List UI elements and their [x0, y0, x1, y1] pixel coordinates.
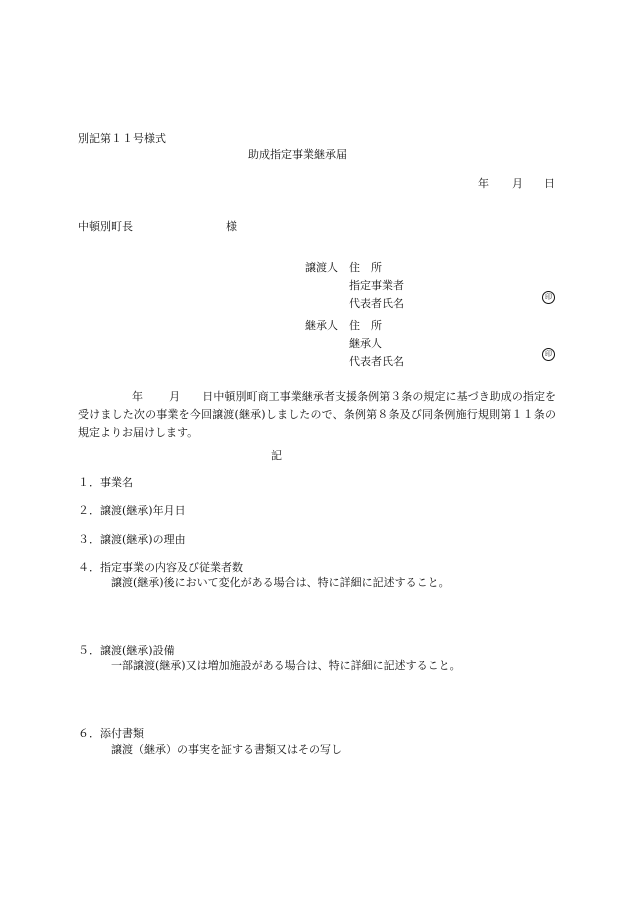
item-label: 事業名 — [100, 476, 133, 489]
transferor-rep-label: 代表者氏名 — [349, 297, 404, 310]
successor-entity-label: 継承人 — [349, 337, 382, 350]
successor-address-label: 住 所 — [349, 319, 382, 332]
date-month: 月 — [512, 177, 523, 190]
item-label: 指定事業の内容及び従業者数 — [100, 561, 243, 574]
successor-role: 継承人 — [305, 319, 338, 332]
item-label: 譲渡(継承)設備 — [100, 644, 175, 657]
addressee-name: 中頓別町長 — [78, 220, 133, 233]
body-month: 月 — [169, 390, 181, 403]
date-day: 日 — [544, 177, 555, 190]
ki-heading: 記 — [271, 449, 282, 462]
item-number: ４． — [78, 561, 100, 574]
item-label: 譲渡(継承)の理由 — [100, 533, 186, 546]
successor-seal-icon: 印 — [542, 348, 555, 361]
item-note-5: 一部譲渡(継承)又は増加施設がある場合は、特に詳細に記述すること。 — [111, 659, 461, 672]
item-number: ２． — [78, 504, 100, 517]
list-item-5 — [78, 645, 175, 656]
transferor-block — [305, 262, 404, 309]
item-note-4: 譲渡(継承)後において変化がある場合は、特に詳細に記述すること。 — [111, 576, 450, 589]
date-year: 年 — [478, 177, 489, 190]
successor-rep-label: 代表者氏名 — [349, 355, 404, 368]
item-note-6: 譲渡（継承）の事実を証する書類又はその写し — [111, 743, 342, 756]
form-number: 別記第１１号様式 — [78, 132, 166, 145]
item-number: １． — [78, 476, 100, 489]
successor-block — [305, 320, 404, 367]
item-number: ５． — [78, 644, 100, 657]
transferor-role: 譲渡人 — [305, 261, 338, 274]
item-number: ３． — [78, 533, 100, 546]
body-paragraph — [78, 388, 556, 442]
transferor-entity-label: 指定事業者 — [349, 279, 404, 292]
transferor-seal-icon: 印 — [542, 291, 555, 304]
list-item-4 — [78, 562, 243, 573]
transferor-address-label: 住 所 — [349, 261, 382, 274]
body-year: 年 — [132, 390, 144, 403]
addressee-honorific: 様 — [226, 220, 237, 233]
item-label: 譲渡(継承)年月日 — [100, 504, 186, 517]
list-item-2 — [78, 505, 186, 516]
item-number: ６． — [78, 727, 100, 740]
document-title: 助成指定事業継承届 — [248, 148, 347, 161]
list-item-3 — [78, 534, 186, 545]
item-label: 添付書類 — [100, 727, 144, 740]
body-text: 日中頓別町商工事業継承者支援条例第３条の規定に基づき助成の指定を受けました次の事業を今回譲渡(継承)しましたので、条例第８条及び同条例施行規則第１１条の規定よりお届けします。 — [78, 390, 557, 439]
list-item-6 — [78, 728, 144, 739]
list-item-1 — [78, 477, 133, 488]
